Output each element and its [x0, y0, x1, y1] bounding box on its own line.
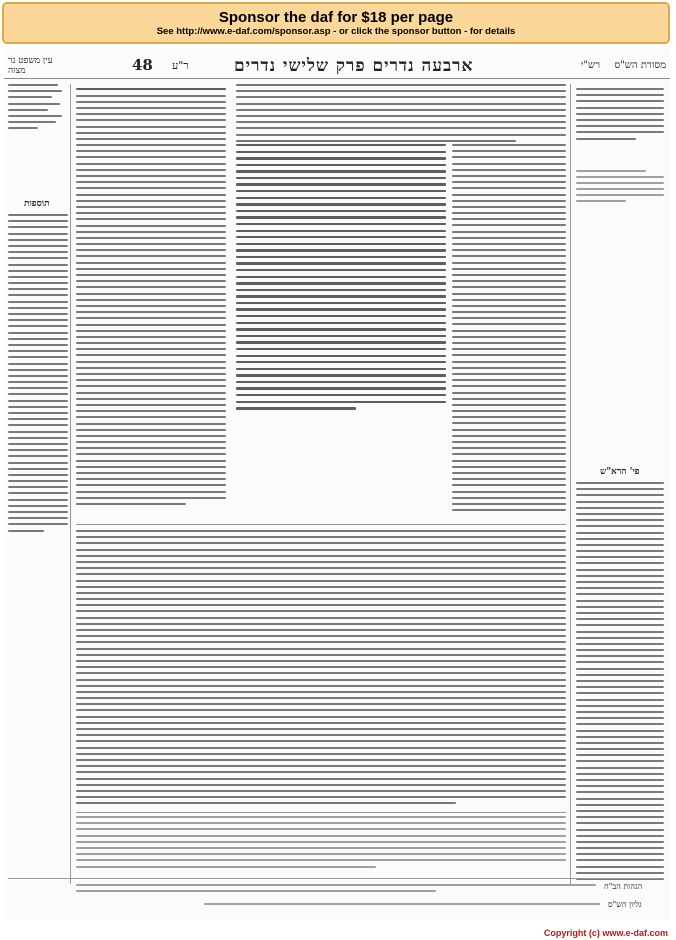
tosafot-side-column [8, 214, 68, 574]
right-margin-divider [570, 84, 571, 884]
rashi-column [452, 144, 566, 524]
sponsor-banner[interactable] [2, 2, 670, 44]
sponsor-title[interactable]: Sponsor the daf for $18 per page [218, 9, 454, 26]
tosafot-label: תוספות [24, 199, 50, 209]
bottom-commentary-band [76, 816, 566, 872]
talmud-page [4, 48, 670, 920]
rosh-column [576, 482, 664, 882]
lower-band-divider [76, 524, 566, 525]
rashi-label: רש"י [580, 60, 600, 71]
daf-number: 48 [132, 56, 153, 74]
rosh-label: פי' הרא"ש [600, 467, 640, 477]
masoret-label: מסורת הש"ס [614, 60, 666, 71]
daf-side: ר"ע [172, 59, 189, 72]
masoret-column [576, 88, 664, 448]
sponsor-link[interactable]: See http://www.e-daf.com/sponsor.asp - or click the sponsor button - for details [156, 26, 516, 37]
running-header [4, 54, 670, 79]
gemara-text [236, 144, 446, 412]
tosafot-column [76, 88, 226, 518]
gilyon-text [204, 903, 600, 911]
rashi-top-band [236, 84, 566, 142]
bottom-band-divider [76, 812, 566, 813]
chapter-title: ארבעה נדרים פרק שלישי נדרים [234, 56, 474, 76]
hagahot-text [76, 884, 596, 898]
copyright-link[interactable]: Copyright (c) www.e-daf.com [543, 928, 668, 938]
tosafot-lower-band [76, 530, 566, 808]
left-margin-divider [70, 84, 71, 884]
hagahot-label: הגהות הב"ח [604, 882, 643, 891]
gilyon-label: גליון הש"ס [608, 900, 642, 909]
ein-mishpat-label: עין משפט נר מצוה [8, 56, 53, 76]
footer-divider [8, 878, 664, 879]
